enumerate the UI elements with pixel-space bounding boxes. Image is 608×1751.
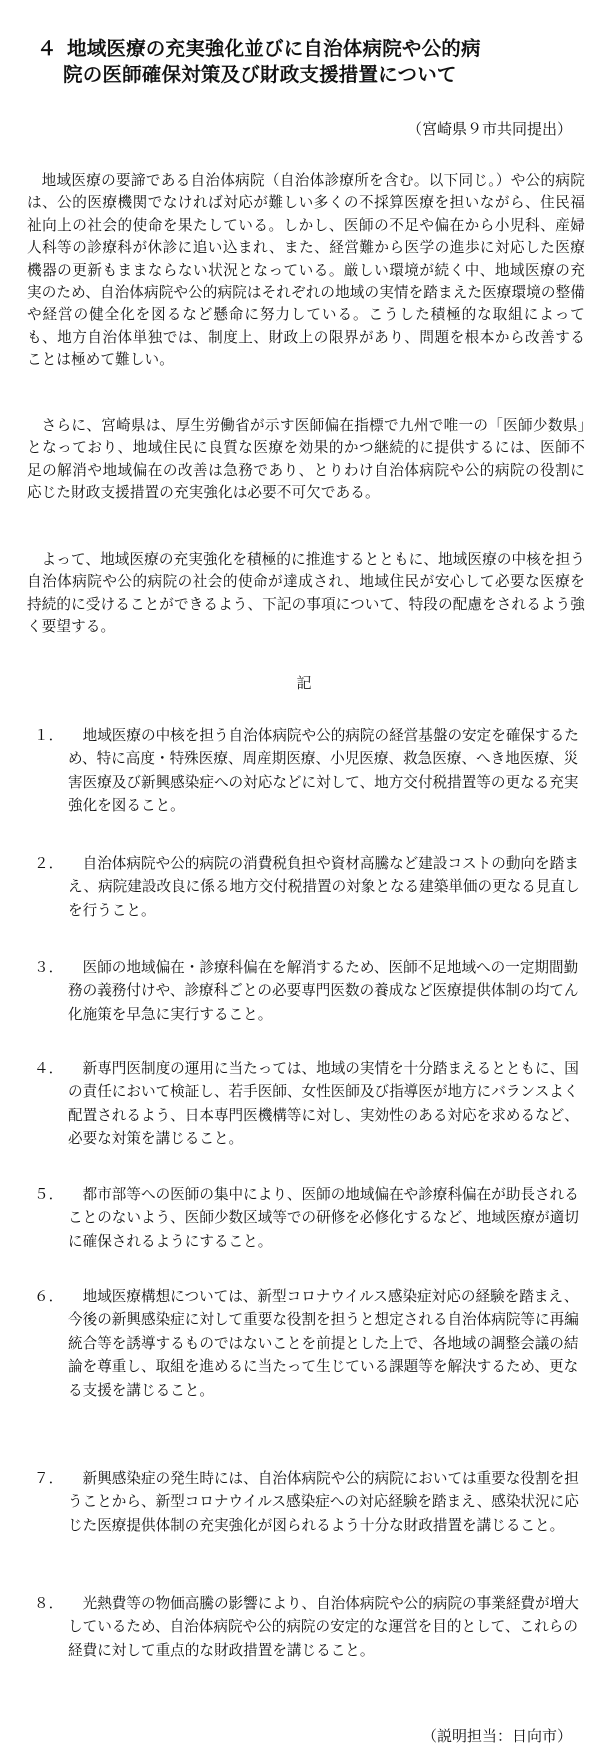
body-paragraph-1: 地域医療の要諦である自治体病院（自治体診療所を含む。以下同じ。）や公的病院は、公的医療機関でなければ対応が難しい多くの不採算医療を担いながら、住民福祉向上の社会的使命を果たしている。しかし、医師の不足や偏在から小児科、産婦人科等の診療科が休診に追い込まれ、また、経営難から医学の進歩に対応した医療機器の更新もままならない状況となっている。厳しい環境が続く中、地域医療の充実のため、自治体病院や公的病院はそれぞれの地域の実情を踏まえた医療環境の整備や経営の健全化を図るなど懸命に努力している。こうした積極的な取組によっても、地方自治体単独では、制度上、財政上の限界があり、問題を根本から改善することは極めて難しい。 xyxy=(27,172,585,369)
request-item-1 xyxy=(34,724,582,818)
request-item-number: ５． xyxy=(34,1186,64,1203)
request-item-4 xyxy=(34,1057,582,1151)
document-title xyxy=(37,36,577,88)
request-item-text: 地域医療構想については、新型コロナウイルス感染症対応の経験を踏まえ、今後の新興感染症に対して重要な役割を担うと想定される自治体病院等に再編統合等を誘導するものではないことを前提とした上で、各地域の調整会議の結論を尊重し、取組を進めるに当たって生じている課題等を解決するため、更なる支援を講じること。 xyxy=(68,1288,579,1399)
request-item-number: ６． xyxy=(34,1288,64,1305)
title-number: ４ xyxy=(37,37,57,60)
request-item-number: ８． xyxy=(34,1595,64,1612)
request-item-text: 新興感染症の発生時には、自治体病院や公的病院においては重要な役割を担うことから、新型コロナウイルス感染症への対応経験を踏まえ、感染状況に応じた医療提供体制の充実強化が図られるよう十分な財政措置を講じること。 xyxy=(68,1470,579,1534)
request-item-text: 都市部等への医師の集中により、医師の地域偏在や診療科偏在が助長されることのないよう、医師少数区域等での研修を必修化するなど、地域医療が適切に確保されるようにすること。 xyxy=(68,1186,579,1250)
request-item-text: 医師の地域偏在・診療科偏在を解消するため、医師不足地域への一定期間勤務の義務付けや、診療科ごとの必要専門医数の養成など医療提供体制の均てん化施策を早急に実行すること。 xyxy=(68,959,579,1023)
title-line-2: 院の医師確保対策及び財政支援措置について xyxy=(63,63,457,86)
request-item-text: 光熱費等の物価高騰の影響により、自治体病院や公的病院の事業経費が増大しているため、自治体病院や公的病院の安定的な運営を目的として、これらの経費に対して重点的な財政措置を講じること。 xyxy=(68,1595,579,1659)
request-item-number: １． xyxy=(34,727,64,744)
request-item-7 xyxy=(34,1467,582,1537)
title-line-1: 地域医療の充実強化並びに自治体病院や公的病 xyxy=(67,37,481,60)
request-item-number: ４． xyxy=(34,1060,64,1077)
request-item-text: 地域医療の中核を担う自治体病院や公的病院の経営基盤の安定を確保するため、特に高度・特殊医療、周産期医療、小児医療、救急医療、へき地医療、災害医療及び新興感染症への対応などに対して、地方交付税措置等の更なる充実強化を図ること。 xyxy=(68,727,579,815)
request-item-6 xyxy=(34,1285,582,1402)
request-item-text: 自治体病院や公的病院の消費税負担や資材高騰など建設コストの動向を踏まえ、病院建設改良に係る地方交付税措置の対象となる建築単価の更なる見直しを行うこと。 xyxy=(68,855,580,919)
contact-note: （説明担当：日向市） xyxy=(421,1727,572,1745)
submitter-note: （宮崎県９市共同提出） xyxy=(406,120,572,138)
body-paragraph-2: さらに、宮崎県は、厚生労働省が示す医師偏在指標で九州で唯一の「医師少数県」となっており、地域住民に良質な医療を効果的かつ継続的に提供するには、医師不足の解消や地域偏在の改善は急務であり、とりわけ自治体病院や公的病院の役割に応じた財政支援措置の充実強化は必要不可欠である。 xyxy=(27,417,585,502)
request-item-number: ２． xyxy=(34,855,64,872)
request-item-number: ７． xyxy=(34,1470,64,1487)
request-item-text: 新専門医制度の運用に当たっては、地域の実情を十分踏まえるとともに、国の責任において検証し、若手医師、女性医師及び指導医が地方にバランスよく配置されるよう、日本専門医機構等に対し、実効性のある対応を求めるなど、必要な対策を講じること。 xyxy=(68,1060,579,1148)
request-item-2 xyxy=(34,852,582,922)
request-item-number: ３． xyxy=(34,959,64,976)
request-item-5 xyxy=(34,1183,582,1253)
request-item-3 xyxy=(34,956,582,1026)
ki-heading: 記 xyxy=(296,674,312,692)
body-paragraph-3: よって、地域医療の充実強化を積極的に推進するとともに、地域医療の中核を担う自治体病院や公的病院の社会的使命が達成され、地域住民が安心して必要な医療を持続的に受けることができるよう、下記の事項について、特段の配慮をされるよう強く要望する。 xyxy=(27,551,585,636)
request-item-8 xyxy=(34,1592,582,1662)
